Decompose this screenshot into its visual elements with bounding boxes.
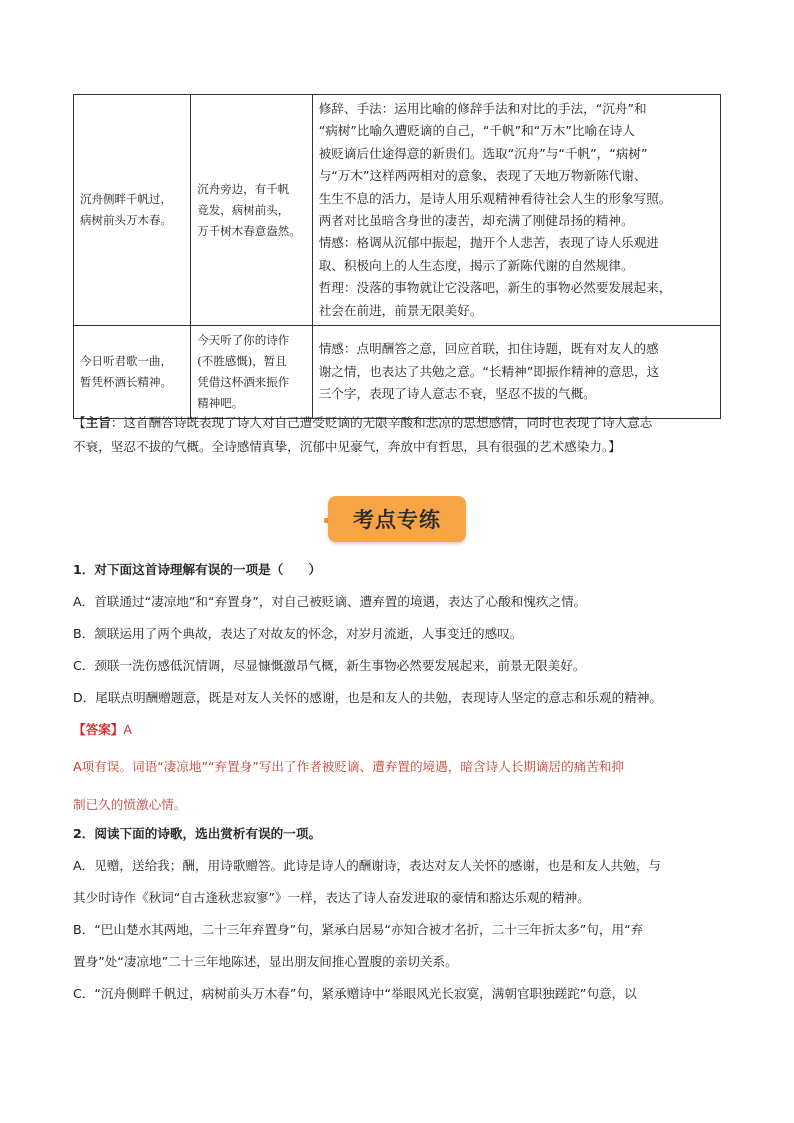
option-a: A．见赠，送给我；酬，用诗歌赠答。此诗是诗人的酬谢诗，表达对友人关怀的感谢，也是和友人共勉，与 — [73, 858, 661, 873]
analysis-cell — [312, 326, 720, 419]
table-row — [74, 326, 721, 419]
translation-line: 沉舟旁边，有千帆 — [197, 181, 290, 196]
translation-line: (不胜感慨)，暂且 — [197, 354, 287, 369]
answer-explanation — [73, 748, 725, 824]
analysis-line: 取、积极向上的人生态度，揭示了新陈代谢的自然规律。 — [318, 257, 634, 273]
table-row — [74, 95, 721, 326]
analysis-line: 与“万木”这样两两相对的意象，表现了天地万物新陈代谢、 — [318, 168, 647, 184]
option-c: C．“沉舟侧畔千帆过，病树前头万木春”句，紧承赠诗中“举眼风光长寂寞，满朝官职独蹉跎”句意，以 — [73, 986, 637, 1001]
analysis-line: 两者对比虽暗含身世的凄苦，却充满了刚健昂扬的精神。 — [318, 213, 634, 229]
explanation-line: A项有误。词语“凄凉地”“弃置身”写出了作者被贬谪、遭弃置的境遇，暗含诗人长期谪居的痛苦和抑 — [73, 759, 625, 774]
translation-line: 万千树木春意盎然。 — [197, 223, 301, 238]
analysis-line: 哲理：没落的事物就让它没落吧，新生的事物必然要发展起来， — [318, 280, 672, 296]
answer-label: 【答案】 — [73, 722, 124, 737]
analysis-line: 情感：格调从沉郁中振起，抛开个人悲苦，表现了诗人乐观进 — [318, 235, 659, 251]
poem-line: 暂凭杯酒长精神。 — [80, 375, 172, 390]
question-stem: 2．阅读下面的诗歌，选出赏析有误的一项。 — [73, 826, 322, 841]
section-badge — [322, 494, 468, 546]
theme-open-bracket: 【 — [73, 415, 86, 430]
poem-lines-cell — [74, 326, 191, 419]
poem-analysis-table — [73, 94, 721, 419]
poem-lines-cell — [74, 95, 191, 326]
analysis-line: 修辞、手法：运用比喻的修辞手法和对比的手法，“沉舟”和 — [318, 101, 647, 116]
analysis-line: 情感：点明酬答之意，回应首联，扣住诗题，既有对友人的感 — [318, 341, 659, 357]
translation-line: 竞发，病树前头， — [197, 202, 290, 217]
option-b-continued: 置身”处“凄凉地”二十三年地陈述，显出朋友间推心置腹的亲切关系。 — [73, 954, 458, 969]
poem-line: 病树前头万木春。 — [80, 213, 172, 228]
option-b: B．“巴山楚水其两地，二十三年弃置身”句，紧承白居易“亦知合被才名折，二十三年折太多”句，用“弃 — [73, 922, 644, 937]
section-badge-label: 考点专练 — [328, 496, 466, 542]
translation-line: 凭借这杯酒来振作 — [197, 375, 290, 390]
translation-cell — [191, 95, 312, 326]
theme-text: 不衰，坚忍不拔的气概。全诗感情真挚，沉郁中见豪气，奔放中有哲思，具有很强的艺术感染力。】 — [73, 439, 621, 454]
translation-line: 今天听了你的诗作 — [197, 333, 290, 348]
theme-text: ：这首酬答诗既表现了诗人对自己遭受贬谪的无限辛酸和悲凉的思想感情，同时也表现了诗人意志 — [110, 415, 653, 430]
analysis-line: 谢之情，也表达了共勉之意。“长精神”即振作精神的意思，这 — [318, 363, 660, 379]
analysis-cell — [312, 95, 720, 326]
analysis-line: 生生不息的活力，是诗人用乐观精神看待社会人生的形象写照。 — [318, 190, 672, 206]
option-b: B．颔联运用了两个典故，表达了对故友的怀念，对岁月流逝，人事变迁的感叹。 — [73, 626, 523, 641]
translation-line: 精神吧。 — [197, 396, 244, 411]
analysis-line: 三个字，表现了诗人意志不衰，坚忍不拔的气概。 — [318, 386, 596, 402]
analysis-line: 被贬谪后仕途得意的新贵们。选取“沉舟”与“千帆”，“病树” — [318, 145, 648, 161]
option-a: A．首联通过“凄凉地”和“弃置身”，对自己被贬谪、遭弃置的境遇，表达了心酸和愧疚之情。 — [73, 594, 587, 609]
analysis-line: “病树”比喻久遭贬谪的自己，“千帆”和“万木”比喻在诗人 — [318, 123, 635, 139]
option-d: D．尾联点明酬赠题意，既是对友人关怀的感谢，也是和友人的共勉，表现诗人坚定的意志和乐观的精神。 — [73, 690, 663, 705]
poem-line: 今日听君歌一曲， — [80, 354, 172, 369]
translation-cell — [191, 326, 312, 419]
theme-label: 主旨 — [85, 415, 111, 430]
explanation-line: 制已久的愤激心情。 — [73, 797, 187, 812]
question-1 — [73, 554, 725, 746]
theme-summary — [73, 411, 725, 459]
option-a-continued: 其少时诗作《秋词“自古逢秋悲寂寥”》一样，表达了诗人奋发进取的豪情和豁达乐观的精神。 — [73, 890, 590, 905]
poem-line: 沉舟侧畔千帆过， — [80, 192, 172, 207]
analysis-line: 社会在前进，前景无限美好。 — [318, 302, 483, 318]
option-c: C．颈联一洗伤感低沉情调，尽显慷慨激昂气概，新生事物必然要发展起来，前景无限美好。 — [73, 658, 586, 673]
question-stem: 1．对下面这首诗理解有误的一项是（ ） — [73, 562, 322, 577]
question-2 — [73, 818, 725, 1010]
answer-value: A — [123, 722, 132, 737]
